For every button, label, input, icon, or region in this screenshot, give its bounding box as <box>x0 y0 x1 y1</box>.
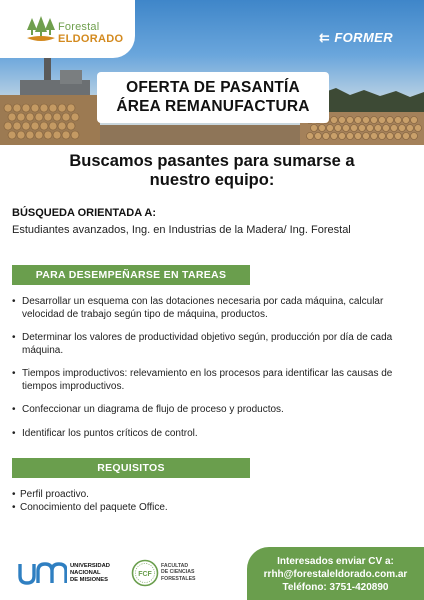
logo-name-forestal: Forestal <box>58 21 100 33</box>
fcf-name <box>161 563 196 582</box>
contact-box <box>247 547 424 600</box>
headline-line-2: nuestro equipo: <box>149 171 275 189</box>
requirement-item: • Perfil proactivo. <box>12 488 312 501</box>
title-line-2: ÁREA REMANUFACTURA <box>116 98 310 115</box>
unam-line-1: UNIVERSIDAD <box>70 563 110 569</box>
requirements-list <box>12 488 312 514</box>
logo-panel <box>0 0 135 58</box>
orientation-text: Estudiantes avanzados, Ing. en Industrias de la Madera/ Ing. Forestal <box>12 224 351 236</box>
requirement-item: • Conocimiento del paquete Office. <box>12 501 312 514</box>
former-logo <box>319 30 393 46</box>
former-mark-icon: ⇇ <box>319 30 331 45</box>
tasks-heading: PARA DESEMPEÑARSE EN TAREAS <box>12 265 250 285</box>
contact-email[interactable]: rrhh@forestaleldorado.com.ar <box>263 569 408 580</box>
contact-phone[interactable]: Teléfono: 3751-420890 <box>282 582 389 593</box>
logo-name-eldorado: ELDORADO <box>58 33 124 45</box>
tree-logo-icon <box>27 16 55 46</box>
task-item: • Confeccionar un diagrama de flujo de proceso y productos. <box>12 404 416 417</box>
former-logo-text: FORMER <box>334 30 394 45</box>
task-item: • Desarrollar un esquema con las dotaciones necesaria por cada máquina, calcular velocidad de trabajo según tipo de máquina, productos. <box>12 296 416 321</box>
unam-name <box>70 563 110 583</box>
title-line-1: OFERTA DE PASANTÍA <box>126 79 300 96</box>
title-box <box>97 72 329 123</box>
fcf-logo-icon <box>131 559 159 587</box>
fcf-mark-text: FCF <box>138 571 152 578</box>
tasks-list <box>12 296 416 440</box>
fcf-line-2: DE CIENCIAS <box>161 569 195 576</box>
fcf-line-1: FACULTAD <box>161 563 189 569</box>
unam-logo-icon <box>17 560 67 586</box>
orientation-label: BÚSQUEDA ORIENTADA A: <box>12 207 157 219</box>
headline <box>0 152 424 190</box>
unam-line-2: NACIONAL <box>70 569 101 576</box>
requirements-heading: REQUISITOS <box>12 458 250 478</box>
task-item: • Determinar los valores de productividad objetivo según, producción por día de cada máquina. <box>12 332 416 357</box>
fcf-line-3: FORESTALES <box>161 575 196 582</box>
contact-line-1: Interesados enviar CV a: <box>277 556 394 567</box>
task-item: • Tiempos improductivos: relevamiento en los procesos para identificar las causas de tiempos improductivos. <box>12 368 416 393</box>
task-item: • Identificar los puntos críticos de control. <box>12 428 416 441</box>
headline-line-1: Buscamos pasantes para sumarse a <box>69 152 355 170</box>
unam-line-3: DE MISIONES <box>70 576 109 583</box>
